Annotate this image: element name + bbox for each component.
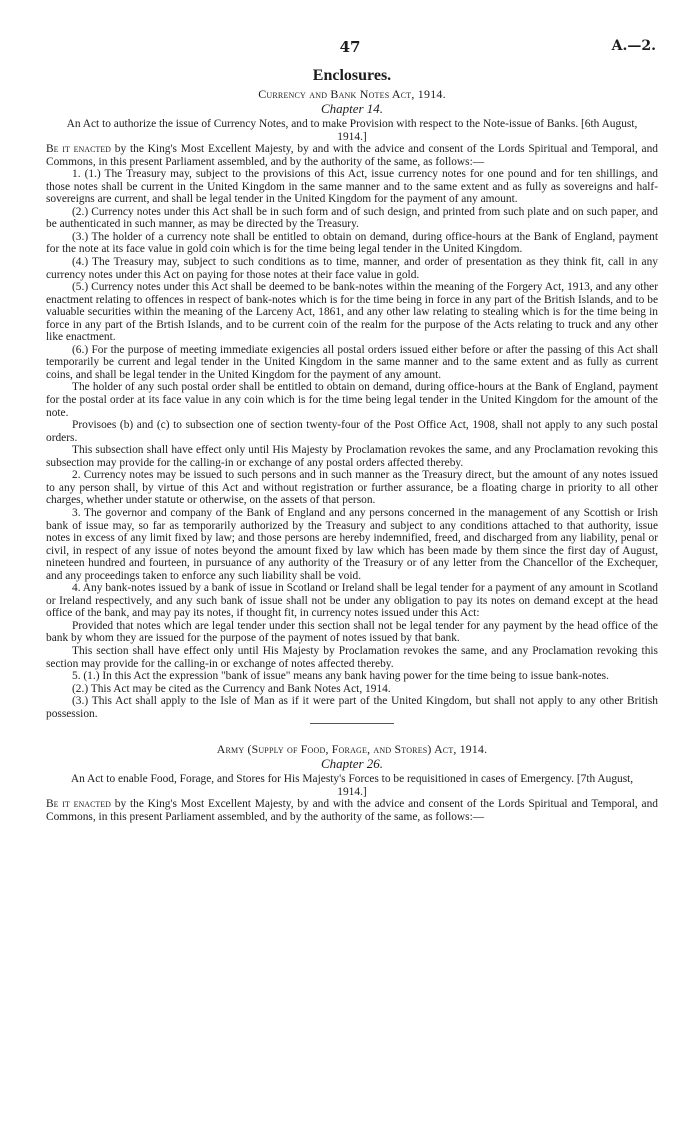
act-paragraph: (5.) Currency notes under this Act shall be deemed to be bank-notes within the meaning of the Forgery Act, 1913, and any other enactment relating to offences in respect of bank-notes which is for the time being in force in any part of the British Islands, and to be valuable securities within the meaning of the Larceny Act, 1861, and any other law relating to stealing which is for the time being in force in any part of the Brtish Islands, and to be current coin of the realm for the purpose of the Acts relating to truck and any other like enactment. — [46, 281, 658, 344]
spacer — [46, 724, 658, 742]
act-paragraph: (3.) The holder of a currency note shall be entitled to obtain on demand, during office-hours at the Bank of England, payment for the note at its face value in gold coin which is for the time being legal tender in the United Kingdom. — [46, 230, 658, 256]
act-title: Currency and Bank Notes Act, 1914. — [258, 87, 446, 101]
act-chapter: Chapter 26. — [320, 756, 384, 772]
act-paragraph: This section shall have effect only until His Majesty by Proclamation revokes the same, and any Proclamation revoking this section may provide for the calling-in or exchange of notes affected thereby. — [46, 644, 658, 670]
act-paragraph: This subsection shall have effect only until His Majesty by Proclamation revokes the same, and any Proclamation revoking this subsection may provide for the calling-in or exchange of any postal orders affected thereby. — [46, 444, 658, 469]
act-paragraph: (4.) The Treasury may, subject to such conditions as to time, manner, and order of presentation as they think fit, call in any currency notes under this Act on paying for those notes at their face value in gold. — [46, 256, 658, 281]
act-paragraph: The holder of any such postal order shall be entitled to obtain on demand, during office-hours at the Bank of England, payment for the postal order at its face value in any coin which is for the time being legal tender in the United Kingdom for the amount of the note. — [46, 381, 658, 419]
act-paragraph: 1. (1.) The Treasury may, subject to the provisions of this Act, issue currency notes for one pound and for ten shillings, and those notes shall be current in the United Kingdom in the same manner and to the same extent and as fully as sovereigns and half-sovereigns are current, and shall be legal tender in the United Kingdom for the payment of any amount. — [46, 168, 658, 206]
act-paragraph: 5. (1.) In this Act the expression "bank of issue" means any bank having power for the time being to issue bank-notes. — [72, 670, 609, 683]
enacting-clause — [46, 798, 658, 823]
page-header — [0, 38, 700, 58]
page-number: 47 — [339, 38, 361, 56]
act-paragraph: (3.) This Act shall apply to the Isle of Man as if it were part of the United Kingdom, but shall not apply to any other British possession. — [46, 695, 658, 720]
enacting-clause — [46, 143, 658, 168]
document-reference: A.—2. — [611, 38, 656, 54]
section-title: Enclosures. — [312, 67, 392, 84]
act-paragraph: (2.) Currency notes under this Act shall be in such form and of such design, and printed from such plate and on such paper, and be authenticated in such manner, as may be directed by the Treasury. — [46, 205, 658, 231]
act-long-title: An Act to enable Food, Forage, and Stores for His Majesty's Forces to be requisitioned in cases of Emergency. [7th August, 1914.] — [70, 773, 634, 798]
act-paragraph: 2. Currency notes may be issued to such persons and in such manner as the Treasury direct, but the amount of any notes issued to any person shall, by virtue of this Act and without registration or further assurance, be a floating charge in priority to all other charges, whether under statute or otherwise, on the assets of that person. — [46, 469, 658, 507]
act-long-title: An Act to authorize the issue of Currency Notes, and to make Provision with respect to the Note-issue of Banks. [6th August, 1914.] — [66, 118, 638, 143]
act-paragraph: (2.) This Act may be cited as the Currency and Bank Notes Act, 1914. — [72, 682, 391, 695]
act-paragraph: 3. The governor and company of the Bank of England and any persons concerned in the management of any Scottish or Irish bank of issue may, so far as temporarily authorized by the Treasury and subject to any conditions attached to that authority, issue notes in excess of any limit fixed by law; and those persons are hereby indemnified, freed, and discharged from any liability, penal or civil, in respect of any issue of notes beyond the amount fixed by law which has been made by them since the first day of August, nineteen hundred and fourteen, in pursuance of any authority of the Treasury or of any letter from the Chancellor of the Exchequer, and any proceedings taken to enforce any such liability shall be void. — [46, 506, 658, 582]
act-title: Army (Supply of Food, Forage, and Stores) Act, 1914. — [216, 742, 488, 757]
enacting-lead: Be it enacted — [46, 798, 111, 811]
army-act — [46, 742, 658, 823]
act-paragraph: Provisoes (b) and (c) to subsection one of section twenty-four of the Post Office Act, 1908, shall not apply to any such postal orders. — [46, 419, 658, 444]
enacting-lead: Be it enacted — [46, 143, 111, 156]
enacting-rest: by the King's Most Excellent Majesty, by and with the advice and consent of the Lords Spiritual and Temporal, and Commons, in this present Parliament assembled, and by the authority of the same, as follows:— — [46, 798, 658, 823]
act-paragraph: (6.) For the purpose of meeting immediate exigencies all postal orders issued either before or after the passing of this Act shall temporarily be current and legal tender in the United Kingdom in the same manner and to the same extent and as fully as current coins, and shall be legal tender in the United Kingdom for the payment of any amount. — [46, 343, 658, 381]
act-paragraph: Provided that notes which are legal tender under this section shall not be legal tender for any payment by the head office of the bank by whom they are issued for the purpose of the payment of notes issued by that bank. — [46, 619, 658, 645]
currency-act — [46, 87, 658, 724]
page-content — [46, 66, 658, 823]
enacting-rest: by the King's Most Excellent Majesty, by and with the advice and consent of the Lords Spiritual and Temporal, and Commons, in this present Parliament assembled, and by the authority of the same, as follows:— — [46, 143, 658, 168]
act-paragraph: 4. Any bank-notes issued by a bank of issue in Scotland or Ireland shall be legal tender for a payment of any amount in Scotland or Ireland respectively, and any such bank of issue shall not be under any obligation to pay its notes on demand except at the head office of the bank, and may pay its notes, if thought fit, in currency notes issued under this Act: — [46, 582, 658, 620]
act-chapter: Chapter 14. — [320, 101, 384, 116]
